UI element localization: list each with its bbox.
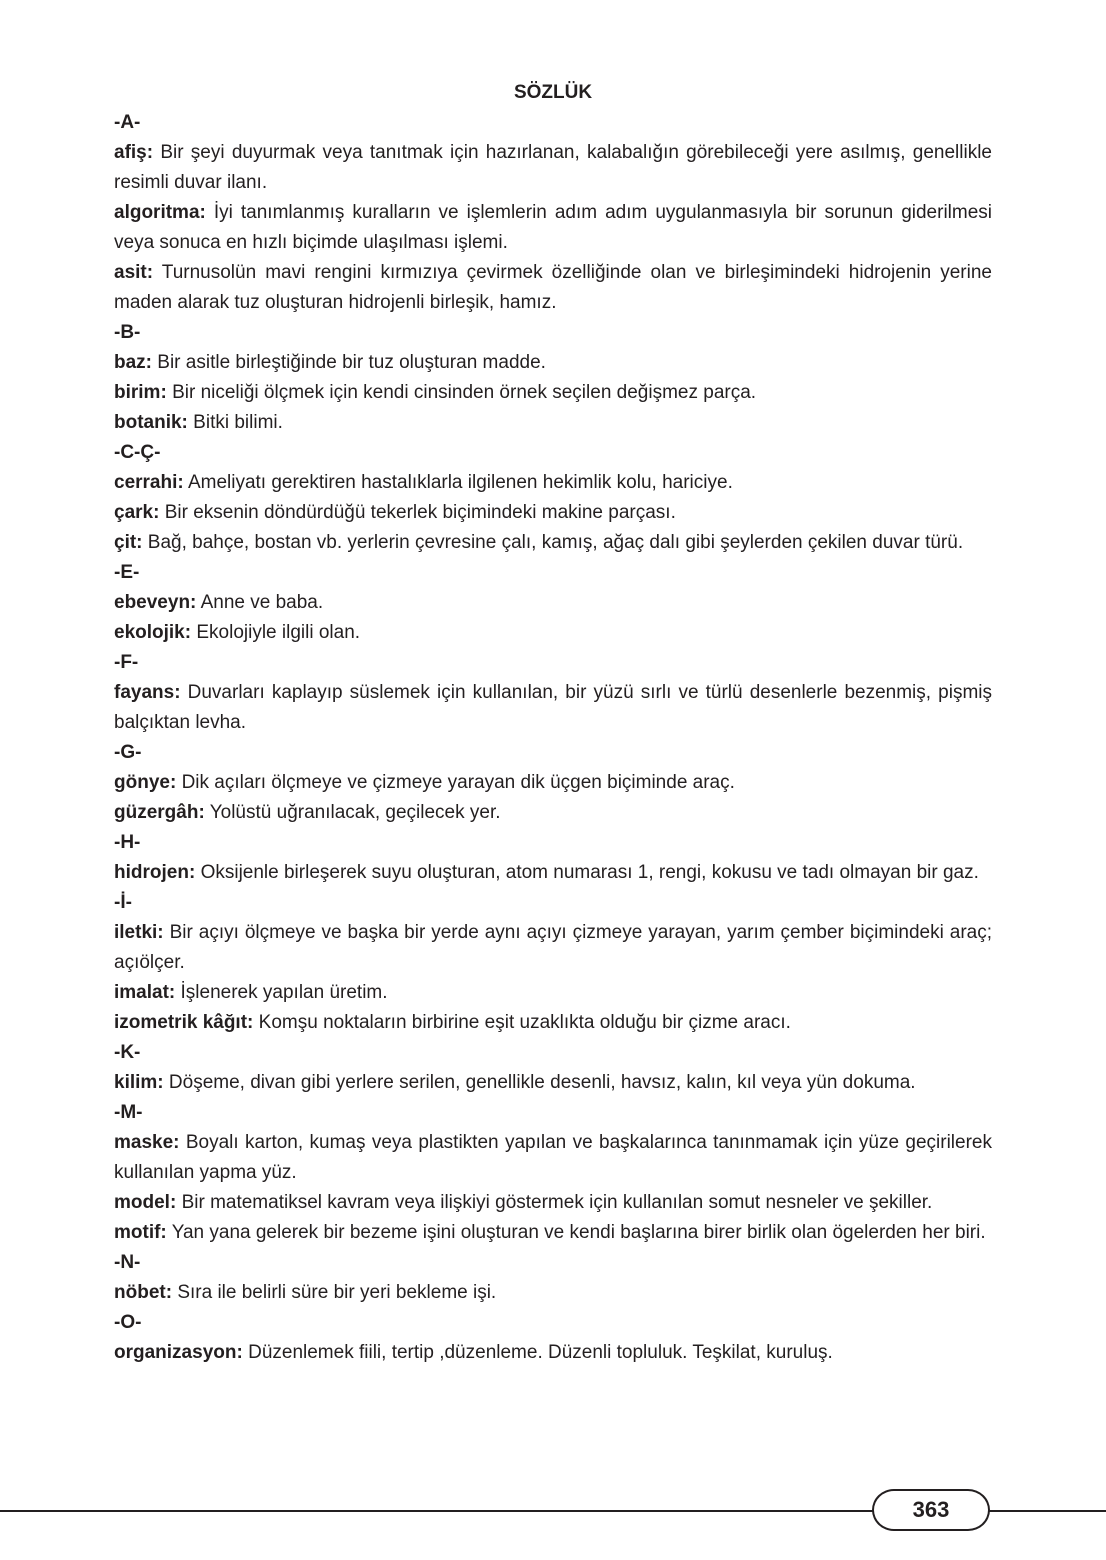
glossary-entry <box>114 528 992 558</box>
entry-definition: Dik açıları ölçmeye ve çizmeye yarayan dik üçgen biçiminde araç. <box>181 772 735 793</box>
entry-term: motif: <box>114 1222 167 1243</box>
entry-definition: Ameliyatı gerektiren hastalıklarla ilgilenen hekimlik kolu, hariciye. <box>187 472 733 493</box>
glossary-entry <box>114 1188 992 1218</box>
entry-term: birim: <box>114 382 167 403</box>
glossary-section <box>114 558 992 648</box>
section-letter: -G- <box>114 742 142 763</box>
glossary-entry <box>114 918 992 978</box>
entry-definition: Bir niceliği ölçmek için kendi cinsinden örnek seçilen değişmez parça. <box>172 382 757 403</box>
glossary-section <box>114 1248 992 1308</box>
glossary-entry <box>114 798 992 828</box>
glossary-entry <box>114 978 992 1008</box>
entry-definition: Bir açıyı ölçmeye ve başka bir yerde aynı açıyı çizmeye yarayan, yarım çember biçimindeki araç; açıölçer. <box>114 922 993 973</box>
glossary-entry <box>114 468 992 498</box>
glossary-section <box>114 1308 992 1368</box>
entry-definition: Ekolojiyle ilgili olan. <box>196 622 361 643</box>
glossary-section <box>114 438 992 558</box>
section-letter: -İ- <box>114 892 132 913</box>
section-letter: -K- <box>114 1042 141 1063</box>
entry-term: asit: <box>114 262 154 283</box>
section-letter: -M- <box>114 1102 143 1123</box>
page-number: 363 <box>872 1489 990 1531</box>
glossary-entry <box>114 198 992 258</box>
entry-term: maske: <box>114 1132 180 1153</box>
glossary <box>114 78 992 1368</box>
entry-definition: Düzenlemek fiili, tertip ,düzenleme. Düzenli topluluk. Teşkilat, kuruluş. <box>248 1342 833 1363</box>
glossary-entry <box>114 768 992 798</box>
entry-definition: Oksijenle birleşerek suyu oluşturan, atom numarası 1, rengi, kokusu ve tadı olmayan bir gaz. <box>200 862 979 883</box>
glossary-section <box>114 648 992 738</box>
glossary-entry <box>114 348 992 378</box>
section-letter: -O- <box>114 1312 142 1333</box>
glossary-sections <box>114 108 992 1368</box>
glossary-section <box>114 1098 992 1248</box>
glossary-entry <box>114 498 992 528</box>
glossary-section <box>114 1038 992 1098</box>
entry-definition: Bir matematiksel kavram veya ilişkiyi göstermek için kullanılan somut nesneler ve şekiller. <box>181 1192 933 1213</box>
entry-definition: Yolüstü uğranılacak, geçilecek yer. <box>209 802 501 823</box>
entry-definition: Komşu noktaların birbirine eşit uzaklıkta olduğu bir çizme aracı. <box>258 1012 791 1033</box>
glossary-entry <box>114 378 992 408</box>
glossary-entry <box>114 678 992 738</box>
glossary-entry <box>114 1068 992 1098</box>
entry-definition: Anne ve baba. <box>200 592 324 613</box>
entry-term: izometrik kâğıt: <box>114 1012 254 1033</box>
entry-definition: Yan yana gelerek bir bezeme işini oluşturan ve kendi başlarına birer birlik olan ögelerden her biri. <box>171 1222 986 1243</box>
glossary-entry <box>114 138 992 198</box>
section-letter: -A- <box>114 112 141 133</box>
page-title: SÖZLÜK <box>513 82 593 103</box>
entry-term: imalat: <box>114 982 176 1003</box>
entry-term: gönye: <box>114 772 177 793</box>
glossary-entry <box>114 1338 992 1368</box>
glossary-section <box>114 738 992 828</box>
entry-definition: Bağ, bahçe, bostan vb. yerlerin çevresine çalı, kamış, ağaç dalı gibi şeylerden çekilen duvar türü. <box>147 532 964 553</box>
section-letter: -N- <box>114 1252 141 1273</box>
entry-term: iletki: <box>114 922 164 943</box>
entry-term: organizasyon: <box>114 1342 243 1363</box>
entry-term: afiş: <box>114 142 154 163</box>
entry-term: hidrojen: <box>114 862 196 883</box>
glossary-section <box>114 888 992 1038</box>
entry-term: güzergâh: <box>114 802 205 823</box>
glossary-section <box>114 318 992 438</box>
glossary-entry <box>114 858 992 888</box>
entry-term: botanik: <box>114 412 188 433</box>
glossary-section <box>114 828 992 888</box>
section-letter: -H- <box>114 832 141 853</box>
glossary-entry <box>114 618 992 648</box>
entry-definition: İşlenerek yapılan üretim. <box>180 982 388 1003</box>
glossary-entry <box>114 1008 992 1038</box>
entry-term: çit: <box>114 532 143 553</box>
section-letter: -C-Ç- <box>114 442 161 463</box>
entry-definition: İyi tanımlanmış kuralların ve işlemlerin adım adım uygulanmasıyla bir sorunun giderilmesi veya sonuca en hızlı biçimde ulaşılması işlemi. <box>114 202 993 253</box>
entry-term: nöbet: <box>114 1282 173 1303</box>
entry-term: baz: <box>114 352 152 373</box>
entry-definition: Bir eksenin döndürdüğü tekerlek biçimindeki makine parçası. <box>164 502 676 523</box>
entry-definition: Bitki bilimi. <box>193 412 283 433</box>
glossary-entry <box>114 408 992 438</box>
glossary-entry <box>114 1278 992 1308</box>
entry-definition: Bir asitle birleştiğinde bir tuz oluşturan madde. <box>157 352 546 373</box>
entry-term: kilim: <box>114 1072 164 1093</box>
entry-definition: Döşeme, divan gibi yerlere serilen, genellikle desenli, havsız, kalın, kıl veya yün dokuma. <box>168 1072 916 1093</box>
entry-definition: Boyalı karton, kumaş veya plastikten yapılan ve başkalarınca tanınmamak için yüze geçirilerek kullanılan yapma yüz. <box>114 1132 992 1183</box>
glossary-entry <box>114 588 992 618</box>
entry-definition: Turnusolün mavi rengini kırmızıya çevirmek özelliğinde olan ve birleşimindeki hidrojenin yerine maden alarak tuz oluşturan hidrojenli birleşik, hamız. <box>114 262 992 313</box>
entry-definition: Sıra ile belirli süre bir yeri bekleme işi. <box>177 1282 497 1303</box>
entry-definition: Duvarları kaplayıp süslemek için kullanılan, bir yüzü sırlı ve türlü desenlerle bezenmiş, pişmiş balçıktan levha. <box>114 682 992 733</box>
glossary-section <box>114 108 992 318</box>
entry-term: ebeveyn: <box>114 592 197 613</box>
entry-term: model: <box>114 1192 177 1213</box>
entry-term: cerrahi: <box>114 472 184 493</box>
glossary-entry <box>114 258 992 318</box>
section-letter: -B- <box>114 322 141 343</box>
glossary-entry <box>114 1218 992 1248</box>
entry-definition: Bir şeyi duyurmak veya tanıtmak için hazırlanan, kalabalığın görebileceği yere asılmış, genellikle resimli duvar ilanı. <box>114 142 992 193</box>
section-letter: -F- <box>114 652 139 673</box>
entry-term: fayans: <box>114 682 181 703</box>
glossary-entry <box>114 1128 992 1188</box>
section-letter: -E- <box>114 562 140 583</box>
entry-term: ekolojik: <box>114 622 192 643</box>
entry-term: algoritma: <box>114 202 206 223</box>
entry-term: çark: <box>114 502 160 523</box>
